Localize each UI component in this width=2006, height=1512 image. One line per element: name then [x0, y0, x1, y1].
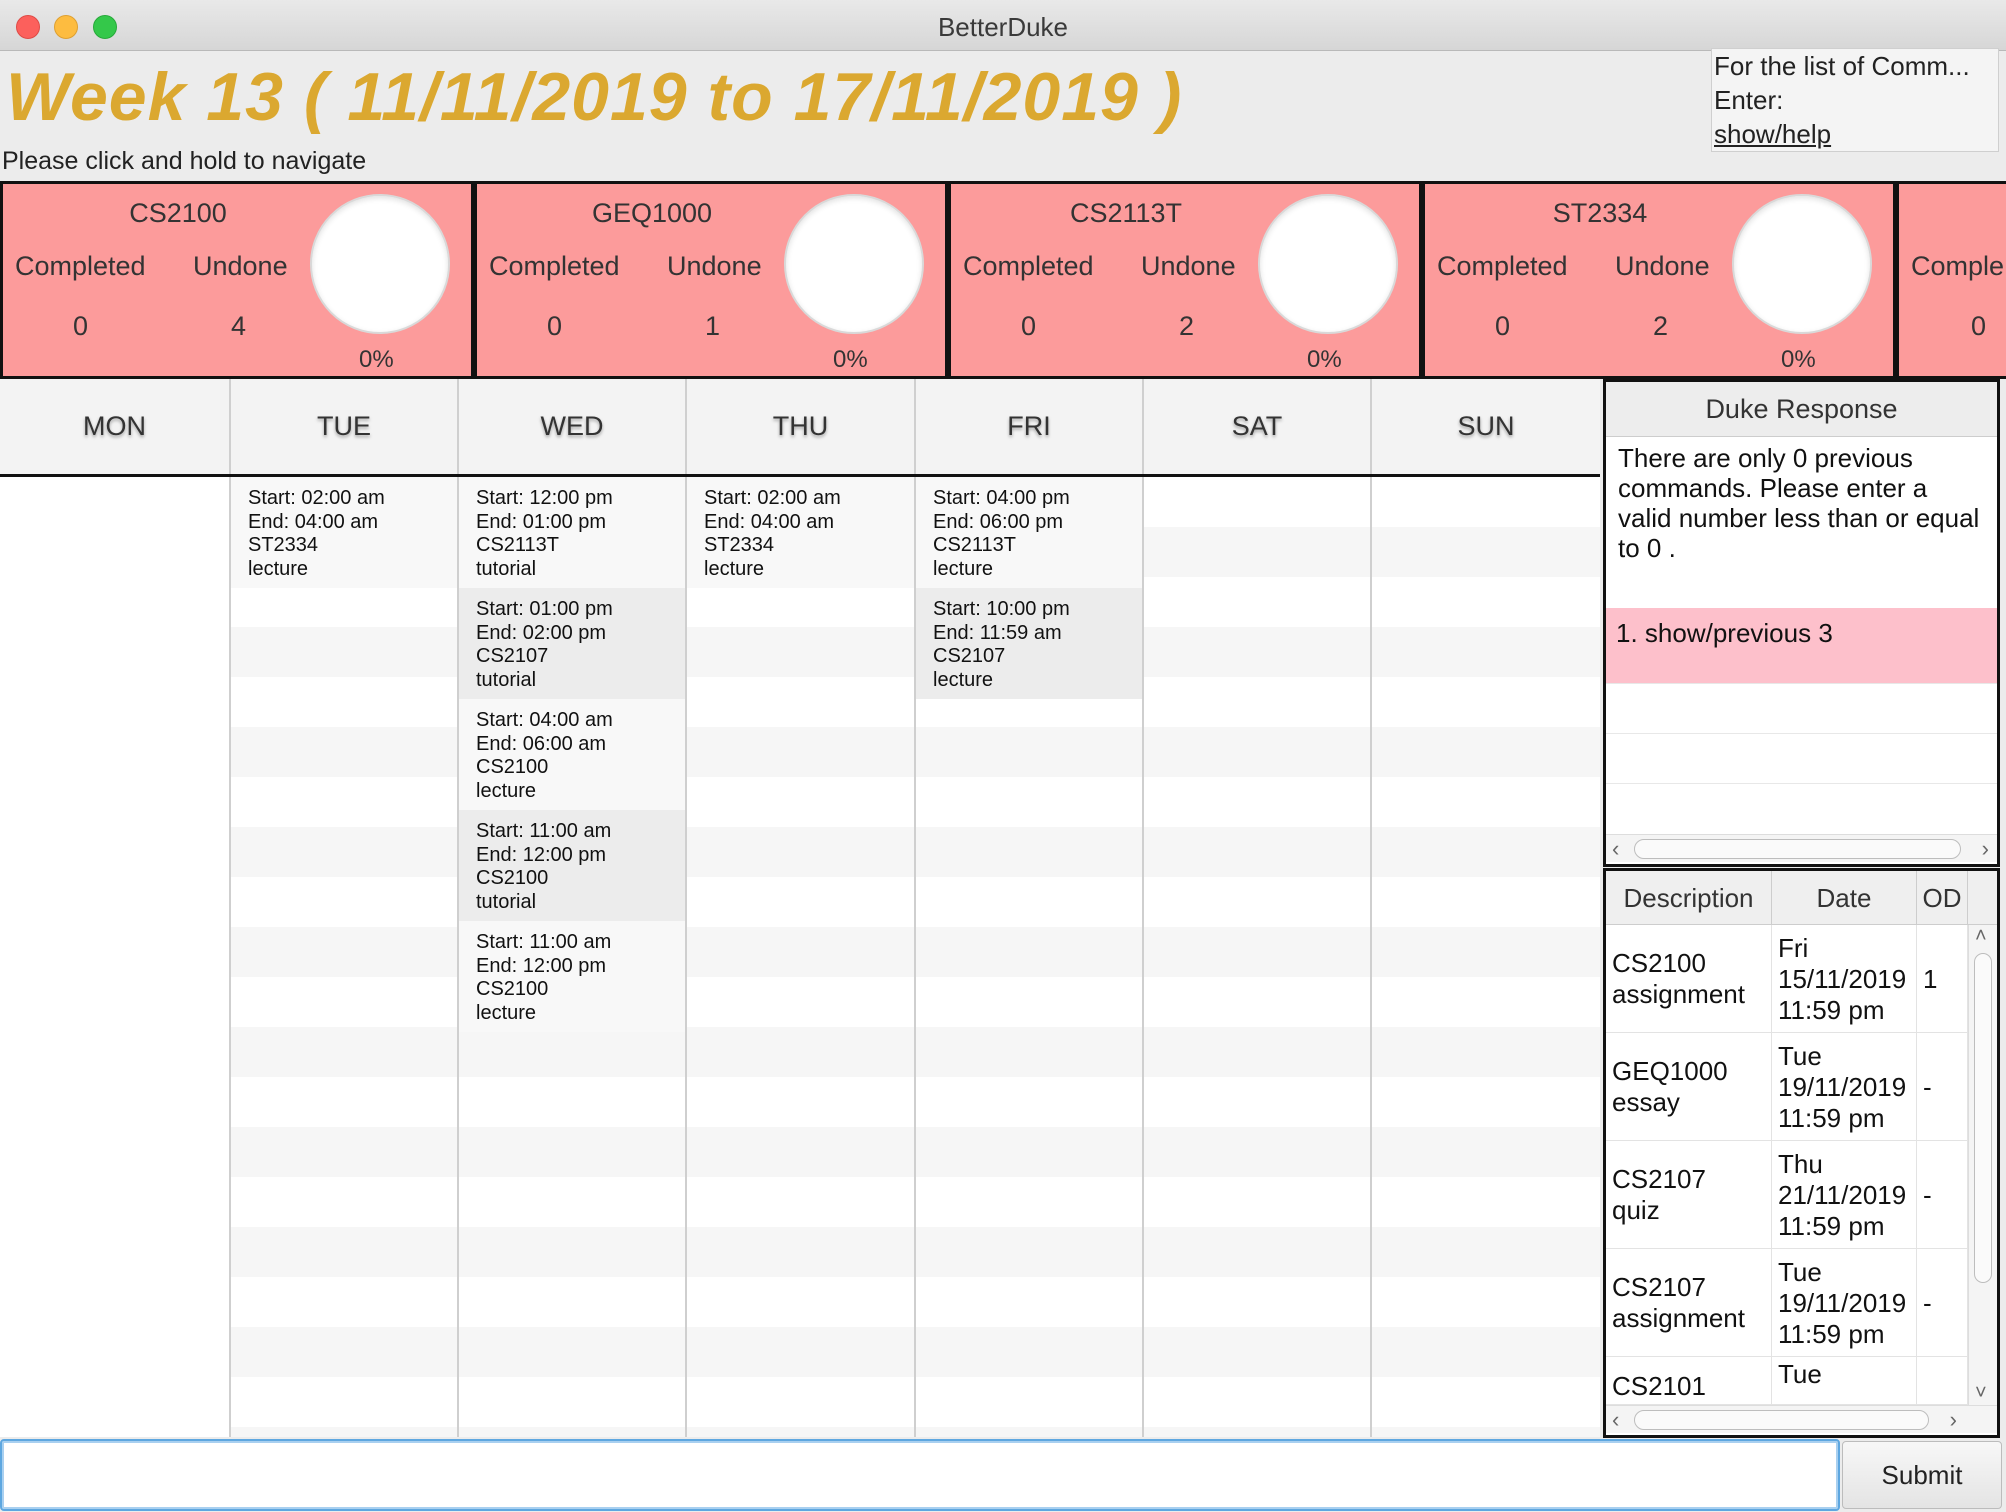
description-module: CS2107 — [1612, 1164, 1706, 1194]
progress-pie — [784, 194, 924, 334]
undone-count: 2 — [1653, 311, 1669, 341]
completed-count: 0 — [547, 311, 563, 341]
undone-count: 2 — [1179, 311, 1195, 341]
event-module: CS2113T — [933, 534, 1017, 556]
day-header-thu: THU — [685, 379, 914, 474]
module-card[interactable] — [0, 184, 471, 376]
date-value: 21/11/2019 — [1778, 1179, 1907, 1210]
date-weekday: Fri — [1778, 932, 1809, 963]
event-end: End: 06:00 pm — [933, 510, 1064, 533]
description-module: GEQ1000 — [1612, 1056, 1728, 1086]
day-column-mon[interactable] — [0, 477, 229, 1437]
date-time: 11:59 pm — [1778, 994, 1885, 1025]
scroll-up-icon[interactable]: ˄ — [1975, 925, 1987, 947]
day-column-fri[interactable] — [914, 477, 1142, 1437]
schedule-event[interactable] — [459, 921, 685, 1032]
list-item — [1606, 734, 1997, 784]
undone-label: Undone — [1615, 251, 1710, 281]
module-progress-strip[interactable] — [0, 181, 2006, 379]
table-header — [1606, 871, 1997, 925]
event-start: Start: 11:00 am — [476, 820, 612, 842]
completed-label: Completed — [963, 251, 1094, 281]
event-start: Start: 02:00 am — [704, 487, 841, 509]
day-header-mon: MON — [0, 379, 229, 474]
date-cell — [1772, 1141, 1917, 1249]
event-type: tutorial — [476, 890, 537, 913]
event-module: CS2100 — [476, 867, 549, 889]
progress-percent: 0% — [833, 346, 868, 373]
date-value: 15/11/2019 — [1778, 963, 1907, 994]
schedule-event[interactable] — [231, 477, 457, 588]
event-end: End: 12:00 pm — [476, 843, 607, 866]
day-column-wed[interactable] — [457, 477, 685, 1437]
day-header-wed: WED — [457, 379, 685, 474]
day-header-tue: TUE — [229, 379, 457, 474]
day-column-sun[interactable] — [1370, 477, 1600, 1437]
completed-count: 0 — [1495, 311, 1511, 341]
schedule-event[interactable] — [459, 810, 685, 921]
navigation-hint: Please click and hold to navigate — [2, 147, 367, 175]
column-header-description[interactable]: Description — [1606, 871, 1772, 925]
command-history-item[interactable]: 1. show/previous 3 — [1606, 608, 1997, 684]
day-column-sat[interactable] — [1142, 477, 1370, 1437]
event-start: Start: 04:00 pm — [933, 487, 1070, 509]
table-row[interactable] — [1606, 1249, 1968, 1357]
column-header-od[interactable]: OD — [1917, 871, 1968, 925]
event-start: Start: 04:00 am — [476, 709, 613, 731]
duke-response-header: Duke Response — [1606, 382, 1997, 437]
event-type: lecture — [476, 779, 537, 802]
description-task: essay — [1612, 1087, 1680, 1117]
event-type: tutorial — [476, 557, 537, 580]
module-card[interactable] — [1422, 184, 1893, 376]
progress-pie — [1732, 194, 1872, 334]
undone-label: Undone — [193, 251, 288, 281]
event-type: lecture — [933, 668, 994, 691]
table-row[interactable] — [1606, 1033, 1968, 1141]
date-cell — [1772, 1249, 1917, 1357]
day-column-tue[interactable] — [229, 477, 457, 1437]
horizontal-scrollbar[interactable] — [1606, 834, 1997, 862]
event-type: lecture — [248, 557, 309, 580]
progress-percent: 0% — [1307, 346, 1342, 373]
description-task: quiz — [1612, 1195, 1660, 1225]
description-module: CS2107 — [1612, 1272, 1706, 1302]
module-code: ST2334 — [1552, 198, 1648, 228]
completed-label: Completed — [489, 251, 620, 281]
event-type: lecture — [704, 557, 765, 580]
description-cell — [1606, 1141, 1772, 1249]
command-input[interactable] — [0, 1439, 1840, 1511]
overdue-cell: - — [1917, 1033, 1968, 1141]
schedule-event[interactable] — [459, 588, 685, 699]
completed-count: 0 — [1021, 311, 1037, 341]
event-end: End: 11:59 am — [933, 621, 1062, 644]
event-module: CS2100 — [476, 978, 549, 1000]
weekday-header-row — [0, 379, 1600, 477]
undone-count: 4 — [231, 311, 247, 341]
module-card[interactable] — [474, 184, 945, 376]
completed-label: Completed — [1437, 251, 1568, 281]
date-time: 11:59 pm — [1778, 1210, 1885, 1241]
event-start: Start: 02:00 am — [248, 487, 385, 509]
event-start: Start: 11:00 am — [476, 931, 612, 953]
schedule-event[interactable] — [916, 477, 1142, 588]
event-end: End: 04:00 am — [704, 510, 835, 533]
scroll-right-icon[interactable]: › — [1981, 836, 1989, 861]
help-hint-box — [1711, 48, 1999, 152]
event-module: CS2100 — [476, 756, 549, 778]
week-title: Week 13 ( 11/11/2019 to 17/11/2019 ) — [6, 59, 1183, 135]
description-cell — [1606, 1357, 1772, 1405]
undone-label: Undone — [667, 251, 762, 281]
module-code: CS2113T — [1069, 198, 1183, 228]
module-code: GEQ1000 — [591, 198, 713, 228]
table-row[interactable] — [1606, 1141, 1968, 1249]
date-weekday: Tue — [1778, 1040, 1822, 1071]
command-history-list[interactable] — [1606, 608, 1997, 784]
date-cell — [1772, 925, 1917, 1033]
horizontal-scrollbar[interactable] — [1606, 1405, 1997, 1433]
description-module: CS2100 — [1612, 948, 1706, 978]
date-value: 19/11/2019 — [1778, 1287, 1907, 1318]
duke-response-panel — [1603, 379, 2000, 867]
progress-percent: 0% — [359, 346, 394, 373]
event-module: ST2334 — [704, 534, 775, 556]
scroll-left-icon[interactable]: ‹ — [1612, 1407, 1620, 1432]
description-task: assignment — [1612, 979, 1745, 1009]
day-header-sun: SUN — [1370, 379, 1600, 474]
date-time: 11:59 pm — [1778, 1318, 1885, 1349]
submit-button[interactable]: Submit — [1842, 1441, 2002, 1509]
event-start: Start: 01:00 pm — [476, 598, 613, 620]
scrollbar-thumb[interactable] — [1634, 839, 1961, 859]
event-start: Start: 10:00 pm — [933, 598, 1070, 620]
duke-response-message: There are only 0 previous commands. Please enter a valid number less than or equal to 0 . — [1618, 443, 1980, 563]
completed-count: 0 — [73, 311, 89, 341]
date-weekday: Tue — [1778, 1256, 1822, 1287]
event-end: End: 04:00 am — [248, 510, 379, 533]
scroll-left-icon[interactable]: ‹ — [1612, 836, 1620, 861]
schedule-event[interactable] — [687, 477, 914, 588]
help-hint-line: For the list of Comm... — [1714, 51, 1970, 81]
event-end: End: 02:00 pm — [476, 621, 607, 644]
overdue-cell — [1917, 1357, 1968, 1405]
window-title: BetterDuke — [937, 12, 1069, 42]
overdue-cell: 1 — [1917, 925, 1968, 1033]
vertical-scrollbar[interactable] — [1968, 925, 1997, 1405]
progress-percent: 0% — [1781, 346, 1816, 373]
description-cell — [1606, 1249, 1772, 1357]
undone-count: 1 — [705, 311, 721, 341]
window-titlebar — [0, 0, 2006, 51]
completed-label: Completed — [15, 251, 146, 281]
event-type: lecture — [933, 557, 994, 580]
overdue-cell: - — [1917, 1249, 1968, 1357]
date-weekday: Thu — [1778, 1148, 1823, 1179]
event-type: tutorial — [476, 668, 537, 691]
event-type: lecture — [476, 1001, 537, 1024]
date-value: 19/11/2019 — [1778, 1071, 1907, 1102]
column-header-date[interactable]: Date — [1772, 871, 1917, 925]
date-time: 11:59 pm — [1778, 1102, 1885, 1133]
progress-pie — [310, 194, 450, 334]
date-cell — [1772, 1357, 1917, 1405]
description-task: assignment — [1612, 1303, 1745, 1333]
event-end: End: 06:00 am — [476, 732, 607, 755]
help-command-link[interactable]: show/help — [1714, 119, 1832, 149]
module-card[interactable] — [948, 184, 1419, 376]
scroll-right-icon[interactable]: › — [1949, 1407, 1957, 1432]
description-cell — [1606, 1033, 1772, 1141]
day-header-fri: FRI — [914, 379, 1142, 474]
event-module: CS2113T — [476, 534, 560, 556]
scrollbar-thumb[interactable] — [1974, 953, 1992, 1283]
module-code: CS2100 — [129, 198, 227, 228]
overdue-cell: - — [1917, 1141, 1968, 1249]
day-header-sat: SAT — [1142, 379, 1370, 474]
table-row[interactable] — [1606, 1357, 1968, 1405]
completed-label: Comple — [1911, 251, 2005, 281]
event-module: CS2107 — [933, 645, 1006, 667]
list-item — [1606, 684, 1997, 734]
event-end: End: 01:00 pm — [476, 510, 607, 533]
schedule-event[interactable] — [916, 588, 1142, 699]
completed-count: 0 — [1971, 311, 1987, 341]
schedule-event[interactable] — [459, 699, 685, 810]
description-module: CS2101 — [1612, 1371, 1706, 1401]
event-start: Start: 12:00 pm — [476, 487, 613, 509]
event-module: ST2334 — [248, 534, 319, 556]
scroll-down-icon[interactable]: ˅ — [1975, 1382, 1987, 1404]
progress-pie — [1258, 194, 1398, 334]
undone-label: Undone — [1141, 251, 1236, 281]
description-cell — [1606, 925, 1772, 1033]
event-module: CS2107 — [476, 645, 549, 667]
deadlines-table[interactable] — [1603, 868, 2000, 1438]
date-cell — [1772, 1033, 1917, 1141]
scrollbar-thumb[interactable] — [1634, 1410, 1929, 1430]
module-card[interactable] — [1896, 184, 2006, 376]
event-end: End: 12:00 pm — [476, 954, 607, 977]
date-weekday: Tue — [1778, 1359, 1822, 1389]
day-column-thu[interactable] — [685, 477, 914, 1437]
schedule-event[interactable] — [459, 477, 685, 588]
help-hint-line: Enter: — [1714, 85, 1784, 115]
table-row[interactable] — [1606, 925, 1968, 1033]
